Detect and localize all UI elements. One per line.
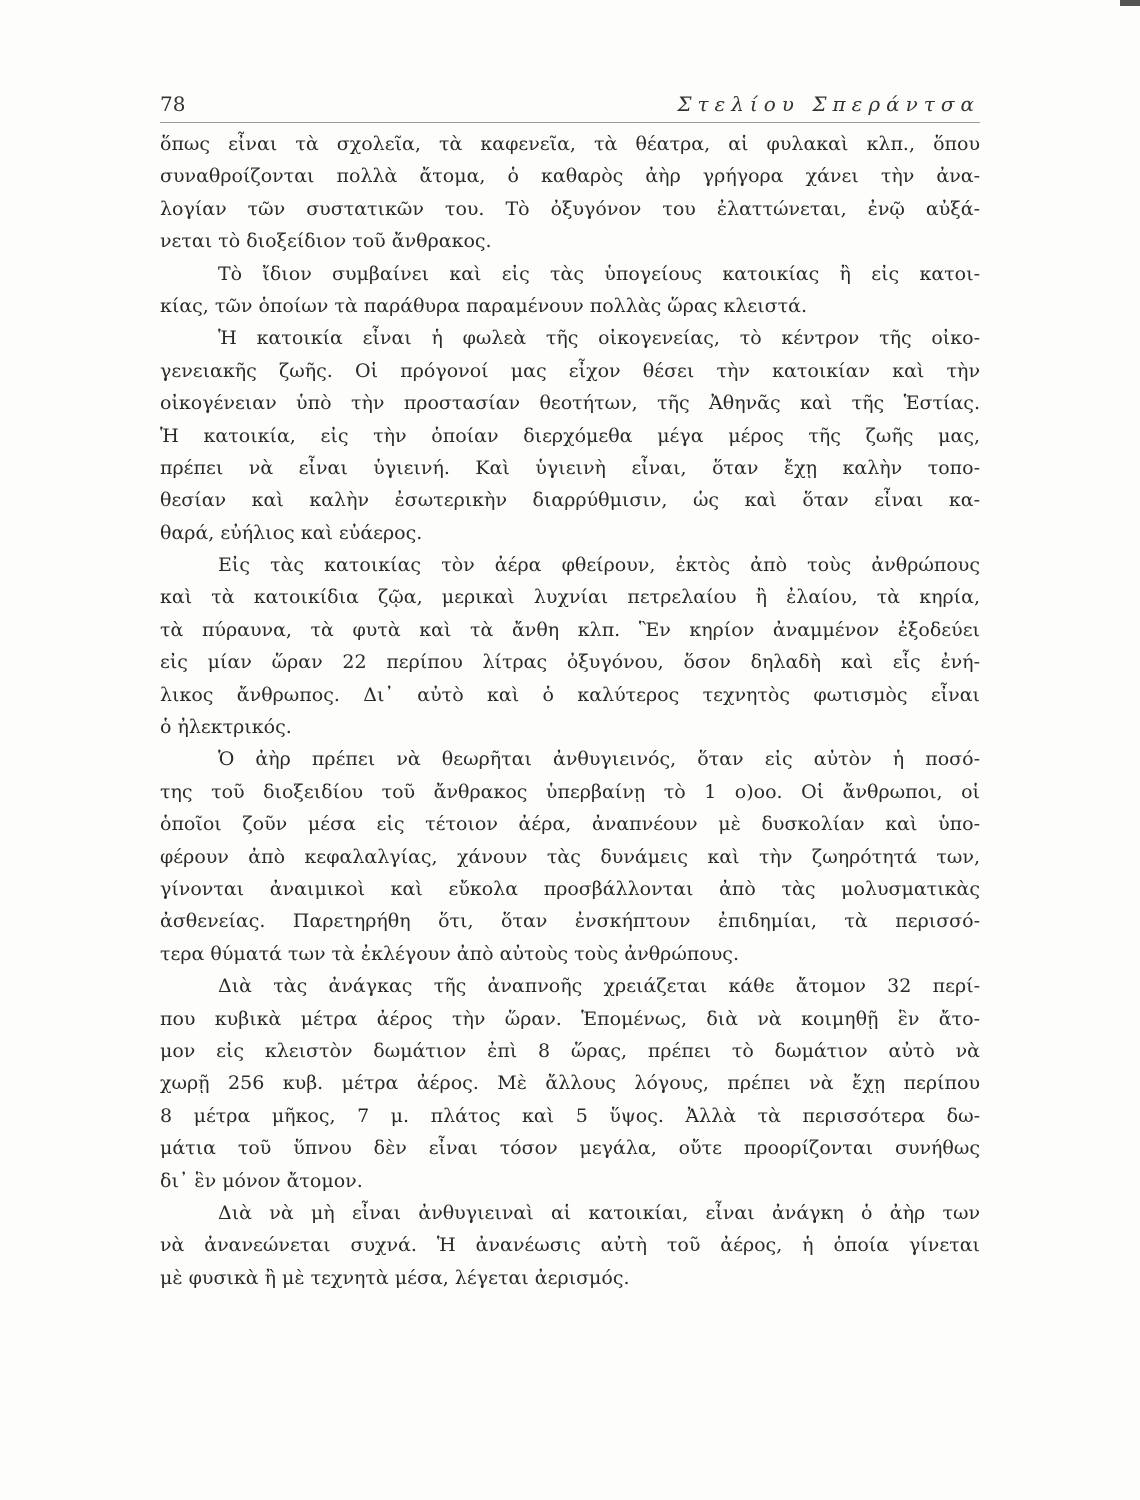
scan-corner-mark bbox=[1120, 0, 1140, 6]
text-line: Εἰς τὰς κατοικίας τὸν ἀέρα φθείρουν, ἐκτὸς ἀπὸ τοὺς ἀνθρώπους bbox=[218, 554, 980, 577]
text-line: μὲ φυσικὰ ἢ μὲ τεχνητὰ μέσα, λέγεται ἀερισμός. bbox=[160, 1266, 630, 1289]
running-head: Στελίου Σπεράντσα bbox=[677, 92, 980, 116]
text-line: τερα θύματά των τὰ ἐκλέγουν ἀπὸ αὐτοὺς τοὺς ἀνθρώπους. bbox=[160, 942, 739, 965]
paragraph bbox=[160, 743, 980, 970]
text-line: ὁποῖοι ζοῦν μέσα εἰς τέτοιον ἀέρα, ἀναπνέουν μὲ δυσκολίαν καὶ ὑπο- bbox=[160, 813, 980, 836]
text-line: ἀσθενείας. Παρετηρήθη ὅτι, ὅταν ἐνσκήπτουν ἐπιδημίαι, τὰ περισσό- bbox=[160, 910, 980, 933]
text-line: Ὁ ἀὴρ πρέπει νὰ θεωρῆται ἀνθυγιεινός, ὅταν εἰς αὐτὸν ἡ ποσό- bbox=[218, 748, 980, 771]
text-line: που κυβικὰ μέτρα ἀέρος τὴν ὥραν. Ἑπομένως, διὰ νὰ κοιμηθῇ ἓν ἄτο- bbox=[160, 1007, 980, 1030]
text-line: Τὸ ἴδιον συμβαίνει καὶ εἰς τὰς ὑπογείους κατοικίας ἢ εἰς κατοι- bbox=[218, 262, 980, 285]
text-line: μον εἰς κλειστὸν δωμάτιον ἐπὶ 8 ὥρας, πρέπει τὸ δωμάτιον αὐτὸ νὰ bbox=[160, 1039, 980, 1062]
header-rule bbox=[160, 122, 980, 123]
text-line: θαρά, εὐήλιος καὶ εὐάερος. bbox=[160, 521, 423, 544]
paragraph bbox=[160, 322, 980, 549]
text-line: νεται τὸ διοξείδιον τοῦ ἄνθρακος. bbox=[160, 230, 492, 253]
text-line: Διὰ τὰς ἀνάγκας τῆς ἀναπνοῆς χρειάζεται κάθε ἄτομον 32 περί- bbox=[218, 975, 980, 998]
body-text bbox=[160, 128, 980, 1294]
text-line: χωρῇ 256 κυβ. μέτρα ἀέρος. Μὲ ἄλλους λόγους, πρέπει νὰ ἔχῃ περίπου bbox=[160, 1072, 980, 1095]
page-number: 78 bbox=[160, 92, 186, 116]
text-line: ὁ ἠλεκτρικός. bbox=[160, 716, 292, 739]
text-line: δι᾿ ἓν μόνον ἄτομον. bbox=[160, 1169, 363, 1192]
text-line: ὅπως εἶναι τὰ σχολεῖα, τὰ καφενεῖα, τὰ θέατρα, αἱ φυλακαὶ κλπ., ὅπου bbox=[160, 133, 980, 155]
text-line: συναθροίζονται πολλὰ ἄτομα, ὁ καθαρὸς ἀὴρ γρήγορα χάνει τὴν ἀνα- bbox=[160, 165, 980, 188]
text-line: 8 μέτρα μῆκος, 7 μ. πλάτος καὶ 5 ὕψος. Ἀλλὰ τὰ περισσότερα δω- bbox=[160, 1104, 980, 1127]
text-line: Ἡ κατοικία, εἰς τὴν ὁποίαν διερχόμεθα μέγα μέρος τῆς ζωῆς μας, bbox=[160, 424, 980, 447]
text-line: Διὰ νὰ μὴ εἶναι ἀνθυγιειναὶ αἱ κατοικίαι, εἶναι ἀνάγκη ὁ ἀὴρ των bbox=[218, 1201, 980, 1224]
text-line: της τοῦ διοξειδίου τοῦ ἄνθρακος ὑπερβαίνῃ τὸ 1 ο)οο. Οἱ ἄνθρωποι, οἱ bbox=[160, 780, 980, 803]
paragraph bbox=[160, 258, 980, 323]
text-line: γενειακῆς ζωῆς. Οἱ πρόγονοί μας εἶχον θέσει τὴν κατοικίαν καὶ τὴν bbox=[160, 359, 980, 382]
paragraph bbox=[160, 549, 980, 743]
text-line: μάτια τοῦ ὕπνου δὲν εἶναι τόσον μεγάλα, οὔτε προορίζονται συνήθως bbox=[160, 1137, 980, 1160]
text-line: θεσίαν καὶ καλὴν ἐσωτερικὴν διαρρύθμισιν, ὡς καὶ ὅταν εἶναι κα- bbox=[160, 489, 980, 512]
text-line: εἰς μίαν ὥραν 22 περίπου λίτρας ὀξυγόνου, ὅσον δηλαδὴ καὶ εἷς ἐνή- bbox=[160, 651, 980, 674]
paragraph bbox=[160, 128, 980, 258]
text-line: κίας, τῶν ὁποίων τὰ παράθυρα παραμένουν πολλὰς ὥρας κλειστά. bbox=[160, 294, 807, 317]
text-line: γίνονται ἀναιμικοὶ καὶ εὔκολα προσβάλλονται ἀπὸ τὰς μολυσματικὰς bbox=[160, 877, 980, 900]
text-line: λογίαν τῶν συστατικῶν του. Τὸ ὀξυγόνον του ἐλαττώνεται, ἐνῷ αὐξά- bbox=[160, 197, 980, 220]
text-line: λικος ἄνθρωπος. Δι᾿ αὐτὸ καὶ ὁ καλύτερος τεχνητὸς φωτισμὸς εἶναι bbox=[160, 683, 980, 706]
text-line: φέρουν ἀπὸ κεφαλαλγίας, χάνουν τὰς δυνάμεις καὶ τὴν ζωηρότητά των, bbox=[160, 845, 980, 868]
paragraph bbox=[160, 1197, 980, 1294]
text-line: Ἡ κατοικία εἶναι ἡ φωλεὰ τῆς οἰκογενείας, τὸ κέντρον τῆς οἰκο- bbox=[218, 327, 980, 350]
text-line: οἰκογένειαν ὑπὸ τὴν προστασίαν θεοτήτων, τῆς Ἀθηνᾶς καὶ τῆς Ἑστίας. bbox=[160, 392, 980, 415]
paragraph bbox=[160, 970, 980, 1197]
page-header bbox=[160, 92, 980, 122]
text-line: νὰ ἀνανεώνεται συχνά. Ἡ ἀνανέωσις αὐτὴ τοῦ ἀέρος, ἡ ὁποία γίνεται bbox=[160, 1234, 980, 1257]
text-line: τὰ πύραυνα, τὰ φυτὰ καὶ τὰ ἄνθη κλπ. Ἓν κηρίον ἀναμμένον ἐξοδεύει bbox=[160, 618, 980, 641]
text-line: πρέπει νὰ εἶναι ὑγιεινή. Καὶ ὑγιεινὴ εἶναι, ὅταν ἔχῃ καλὴν τοπο- bbox=[160, 456, 980, 479]
text-line: καὶ τὰ κατοικίδια ζῷα, μερικαὶ λυχνίαι πετρελαίου ἢ ἐλαίου, τὰ κηρία, bbox=[160, 586, 980, 609]
